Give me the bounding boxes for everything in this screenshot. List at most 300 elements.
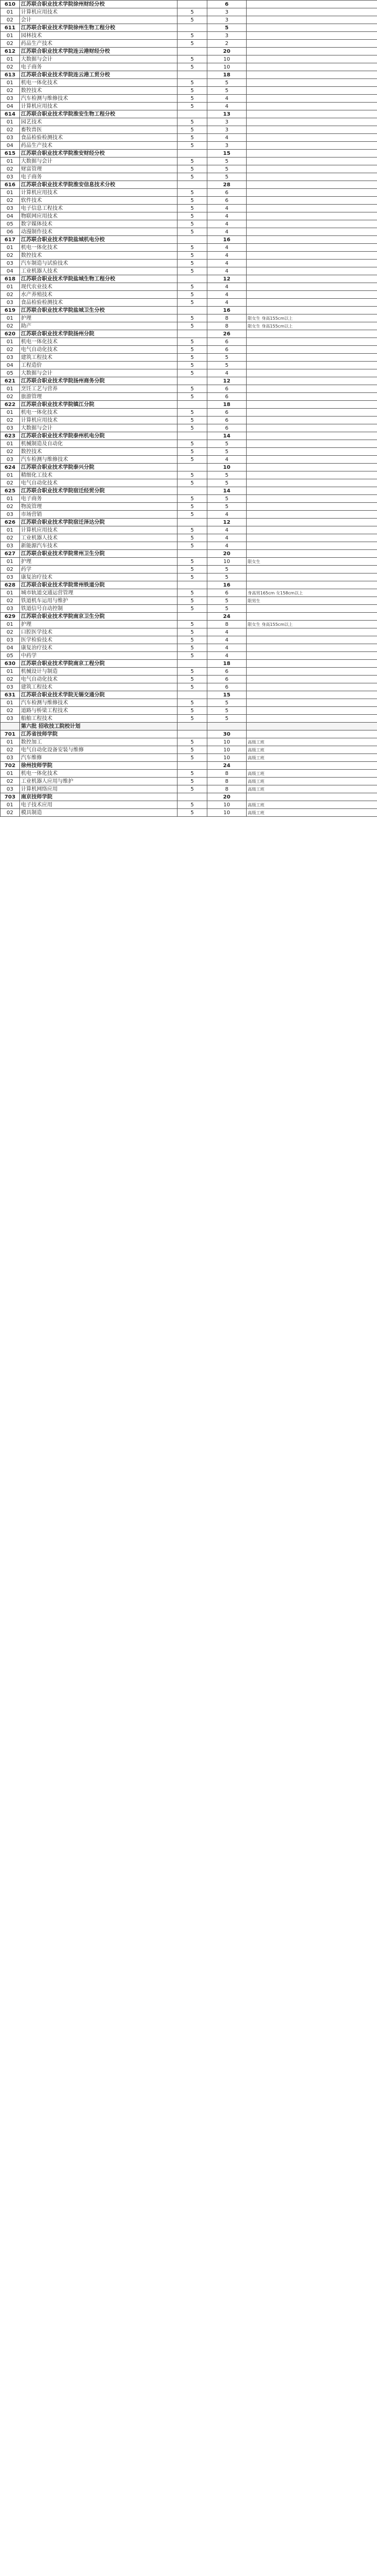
row-code-cell: 629 xyxy=(1,613,20,621)
major-row xyxy=(1,103,377,110)
row-remark-cell xyxy=(247,730,377,738)
major-row xyxy=(1,95,377,103)
row-remark-cell xyxy=(247,495,377,503)
row-name-cell: 护理 xyxy=(20,558,178,566)
row-code-cell xyxy=(1,723,20,730)
row-name-cell: 物联网应用技术 xyxy=(20,212,178,220)
row-name-cell: 机电一体化技术 xyxy=(20,79,178,87)
row-code-cell: 03 xyxy=(1,354,20,362)
row-duration-cell: 5 xyxy=(178,448,207,456)
row-code-cell: 703 xyxy=(1,793,20,801)
row-plan-count-cell: 26 xyxy=(207,330,247,338)
row-remark-cell xyxy=(247,48,377,55)
row-name-cell: 电气自动化技术 xyxy=(20,676,178,683)
row-duration-cell: 5 xyxy=(178,526,207,534)
row-name-cell: 计算机网络应用 xyxy=(20,785,178,793)
row-remark-cell xyxy=(247,613,377,621)
row-plan-count-cell: 6 xyxy=(207,589,247,597)
row-plan-count-cell: 5 xyxy=(207,597,247,605)
row-plan-count-cell: 16 xyxy=(207,581,247,589)
row-duration-cell: 5 xyxy=(178,283,207,291)
row-remark-cell xyxy=(247,189,377,197)
row-plan-count-cell: 8 xyxy=(207,785,247,793)
major-row xyxy=(1,526,377,534)
major-row xyxy=(1,676,377,683)
major-row xyxy=(1,785,377,793)
row-plan-count-cell: 10 xyxy=(207,801,247,809)
row-name-cell: 大数据与会计 xyxy=(20,158,178,165)
row-remark-cell xyxy=(247,260,377,267)
row-remark-cell xyxy=(247,134,377,142)
major-row xyxy=(1,558,377,566)
major-row xyxy=(1,118,377,126)
row-remark-cell: 高级工班 xyxy=(247,738,377,746)
row-name-cell: 数控加工 xyxy=(20,738,178,746)
row-name-cell: 江苏联合职业技术学院南京工程分院 xyxy=(20,660,178,668)
row-code-cell: 701 xyxy=(1,730,20,738)
row-remark-cell xyxy=(247,385,377,393)
row-duration-cell xyxy=(178,723,207,730)
row-name-cell: 机电一体化技术 xyxy=(20,770,178,778)
row-code-cell: 03 xyxy=(1,715,20,723)
row-duration-cell: 5 xyxy=(178,87,207,95)
row-code-cell: 01 xyxy=(1,283,20,291)
school-row xyxy=(1,48,377,55)
row-name-cell: 电子商务 xyxy=(20,63,178,71)
row-plan-count-cell: 4 xyxy=(207,369,247,377)
major-row xyxy=(1,746,377,754)
row-code-cell: 02 xyxy=(1,197,20,205)
row-name-cell: 机电一体化技术 xyxy=(20,409,178,417)
major-row xyxy=(1,205,377,212)
row-duration-cell: 5 xyxy=(178,79,207,87)
row-name-cell: 护理 xyxy=(20,314,178,322)
row-code-cell: 01 xyxy=(1,244,20,252)
row-remark-cell xyxy=(247,691,377,699)
row-plan-count-cell: 3 xyxy=(207,8,247,16)
major-row xyxy=(1,456,377,464)
row-duration-cell: 5 xyxy=(178,385,207,393)
row-plan-count-cell: 5 xyxy=(207,715,247,723)
row-name-cell: 口腔医学技术 xyxy=(20,628,178,636)
row-code-cell: 01 xyxy=(1,189,20,197)
row-duration-cell: 5 xyxy=(178,369,207,377)
row-remark-cell xyxy=(247,652,377,660)
row-name-cell: 江苏联合职业技术学院连云港工贸分校 xyxy=(20,71,178,79)
row-plan-count-cell: 6 xyxy=(207,668,247,676)
row-code-cell: 06 xyxy=(1,228,20,236)
major-row xyxy=(1,244,377,252)
row-plan-count-cell: 4 xyxy=(207,228,247,236)
row-name-cell: 南京技师学院 xyxy=(20,793,178,801)
row-code-cell: 02 xyxy=(1,746,20,754)
row-remark-cell: 高级工班 xyxy=(247,801,377,809)
row-duration-cell xyxy=(178,660,207,668)
row-code-cell: 03 xyxy=(1,754,20,762)
row-code-cell: 01 xyxy=(1,801,20,809)
row-duration-cell: 5 xyxy=(178,542,207,550)
major-row xyxy=(1,338,377,346)
row-name-cell: 水产养殖技术 xyxy=(20,291,178,299)
row-plan-count-cell: 4 xyxy=(207,205,247,212)
major-row xyxy=(1,754,377,762)
row-remark-cell: 高级工班 xyxy=(247,746,377,754)
row-name-cell: 建筑工程技术 xyxy=(20,683,178,691)
row-remark-cell xyxy=(247,236,377,244)
row-remark-cell xyxy=(247,432,377,440)
row-code-cell: 01 xyxy=(1,558,20,566)
row-plan-count-cell: 10 xyxy=(207,464,247,471)
row-plan-count-cell: 6 xyxy=(207,409,247,417)
row-duration-cell xyxy=(178,401,207,409)
school-row xyxy=(1,150,377,158)
row-name-cell: 精细化工技术 xyxy=(20,471,178,479)
row-duration-cell: 5 xyxy=(178,683,207,691)
row-plan-count-cell: 3 xyxy=(207,126,247,134)
row-code-cell: 622 xyxy=(1,401,20,409)
row-plan-count-cell xyxy=(207,723,247,730)
major-row xyxy=(1,79,377,87)
row-duration-cell: 5 xyxy=(178,699,207,707)
row-plan-count-cell: 4 xyxy=(207,95,247,103)
row-plan-count-cell: 10 xyxy=(207,746,247,754)
row-code-cell: 02 xyxy=(1,448,20,456)
row-remark-cell xyxy=(247,1,377,8)
row-duration-cell: 5 xyxy=(178,738,207,746)
row-duration-cell: 5 xyxy=(178,534,207,542)
row-name-cell: 汽车检测与维修技术 xyxy=(20,95,178,103)
row-remark-cell xyxy=(247,424,377,432)
row-duration-cell: 5 xyxy=(178,393,207,401)
row-remark-cell xyxy=(247,354,377,362)
major-row xyxy=(1,778,377,785)
row-name-cell: 汽车检测与维修技术 xyxy=(20,699,178,707)
row-plan-count-cell: 8 xyxy=(207,314,247,322)
row-duration-cell: 5 xyxy=(178,338,207,346)
row-plan-count-cell: 5 xyxy=(207,448,247,456)
row-duration-cell: 5 xyxy=(178,652,207,660)
row-remark-cell xyxy=(247,660,377,668)
major-row xyxy=(1,40,377,48)
row-code-cell: 05 xyxy=(1,369,20,377)
row-plan-count-cell: 6 xyxy=(207,189,247,197)
row-duration-cell: 5 xyxy=(178,103,207,110)
row-remark-cell xyxy=(247,707,377,715)
row-remark-cell xyxy=(247,566,377,573)
major-row xyxy=(1,173,377,181)
major-row xyxy=(1,322,377,330)
row-plan-count-cell: 15 xyxy=(207,691,247,699)
row-duration-cell: 5 xyxy=(178,142,207,150)
row-duration-cell: 5 xyxy=(178,63,207,71)
row-plan-count-cell: 6 xyxy=(207,385,247,393)
row-remark-cell: 身高男165cm 女158cm以上 xyxy=(247,589,377,597)
row-code-cell: 620 xyxy=(1,330,20,338)
row-duration-cell: 5 xyxy=(178,40,207,48)
row-plan-count-cell: 4 xyxy=(207,644,247,652)
row-remark-cell xyxy=(247,126,377,134)
row-code-cell: 631 xyxy=(1,691,20,699)
row-code-cell: 02 xyxy=(1,322,20,330)
school-row xyxy=(1,330,377,338)
row-duration-cell: 5 xyxy=(178,479,207,487)
row-duration-cell: 5 xyxy=(178,291,207,299)
major-row xyxy=(1,628,377,636)
row-code-cell: 02 xyxy=(1,597,20,605)
row-name-cell: 电子商务 xyxy=(20,173,178,181)
row-remark-cell xyxy=(247,723,377,730)
school-row xyxy=(1,181,377,189)
row-plan-count-cell: 6 xyxy=(207,417,247,424)
row-code-cell: 03 xyxy=(1,134,20,142)
row-name-cell: 新能源汽车技术 xyxy=(20,542,178,550)
row-name-cell: 护理 xyxy=(20,621,178,628)
row-plan-count-cell: 24 xyxy=(207,762,247,770)
row-remark-cell xyxy=(247,205,377,212)
major-row xyxy=(1,393,377,401)
row-code-cell: 04 xyxy=(1,644,20,652)
row-remark-cell xyxy=(247,519,377,526)
row-remark-cell xyxy=(247,55,377,63)
row-name-cell: 建筑工程技术 xyxy=(20,354,178,362)
row-name-cell: 食品检验检测技术 xyxy=(20,299,178,307)
row-duration-cell: 5 xyxy=(178,456,207,464)
row-remark-cell xyxy=(247,212,377,220)
row-remark-cell xyxy=(247,668,377,676)
row-duration-cell: 5 xyxy=(178,244,207,252)
row-name-cell: 园林技术 xyxy=(20,32,178,40)
row-remark-cell xyxy=(247,573,377,581)
row-plan-count-cell: 6 xyxy=(207,393,247,401)
row-remark-cell xyxy=(247,330,377,338)
row-remark-cell xyxy=(247,487,377,495)
row-name-cell: 江苏联合职业技术学院盐城生物工程分校 xyxy=(20,275,178,283)
row-remark-cell xyxy=(247,173,377,181)
row-duration-cell xyxy=(178,464,207,471)
row-name-cell: 江苏联合职业技术学院扬州分院 xyxy=(20,330,178,338)
row-plan-count-cell: 10 xyxy=(207,558,247,566)
row-duration-cell: 5 xyxy=(178,252,207,260)
row-remark-cell xyxy=(247,448,377,456)
row-plan-count-cell: 3 xyxy=(207,16,247,24)
row-code-cell: 03 xyxy=(1,573,20,581)
row-plan-count-cell: 4 xyxy=(207,252,247,260)
school-row xyxy=(1,377,377,385)
row-name-cell: 食品检验检测技术 xyxy=(20,134,178,142)
row-name-cell: 铁道信号自动控制 xyxy=(20,605,178,613)
major-row xyxy=(1,424,377,432)
row-name-cell: 徐州技师学院 xyxy=(20,762,178,770)
row-name-cell: 机械制造及自动化 xyxy=(20,440,178,448)
row-plan-count-cell: 6 xyxy=(207,676,247,683)
row-code-cell: 01 xyxy=(1,668,20,676)
row-code-cell: 04 xyxy=(1,103,20,110)
row-plan-count-cell: 16 xyxy=(207,307,247,314)
row-code-cell: 02 xyxy=(1,63,20,71)
major-row xyxy=(1,636,377,644)
row-code-cell: 04 xyxy=(1,267,20,275)
row-plan-count-cell: 4 xyxy=(207,526,247,534)
row-name-cell: 药品生产技术 xyxy=(20,40,178,48)
major-row xyxy=(1,738,377,746)
school-row xyxy=(1,581,377,589)
row-plan-count-cell: 4 xyxy=(207,636,247,644)
row-duration-cell: 5 xyxy=(178,597,207,605)
major-row xyxy=(1,589,377,597)
row-duration-cell xyxy=(178,793,207,801)
major-row xyxy=(1,534,377,542)
row-code-cell: 613 xyxy=(1,71,20,79)
school-row xyxy=(1,307,377,314)
row-duration-cell: 5 xyxy=(178,566,207,573)
row-duration-cell xyxy=(178,150,207,158)
row-remark-cell: 限女生 身高155cm以上 xyxy=(247,621,377,628)
row-name-cell: 电气自动化技术 xyxy=(20,346,178,354)
row-plan-count-cell: 4 xyxy=(207,542,247,550)
row-code-cell: 617 xyxy=(1,236,20,244)
row-name-cell: 大数据与会计 xyxy=(20,55,178,63)
row-code-cell: 01 xyxy=(1,770,20,778)
row-code-cell: 03 xyxy=(1,785,20,793)
row-remark-cell: 限女生 xyxy=(247,558,377,566)
major-row xyxy=(1,212,377,220)
row-name-cell: 汽车维修 xyxy=(20,754,178,762)
row-code-cell: 02 xyxy=(1,126,20,134)
row-duration-cell: 5 xyxy=(178,205,207,212)
row-code-cell: 01 xyxy=(1,589,20,597)
row-duration-cell xyxy=(178,730,207,738)
row-code-cell: 02 xyxy=(1,628,20,636)
row-duration-cell: 5 xyxy=(178,118,207,126)
row-name-cell: 康复治疗技术 xyxy=(20,573,178,581)
row-name-cell: 现代农业技术 xyxy=(20,283,178,291)
row-remark-cell xyxy=(247,40,377,48)
row-name-cell: 模具制造 xyxy=(20,809,178,817)
row-plan-count-cell: 5 xyxy=(207,24,247,32)
major-row xyxy=(1,158,377,165)
major-row xyxy=(1,503,377,511)
school-row xyxy=(1,401,377,409)
row-name-cell: 会计 xyxy=(20,16,178,24)
row-name-cell: 机电一体化技术 xyxy=(20,244,178,252)
major-row xyxy=(1,809,377,817)
row-duration-cell xyxy=(178,613,207,621)
row-code-cell: 02 xyxy=(1,165,20,173)
major-row xyxy=(1,511,377,519)
row-remark-cell xyxy=(247,275,377,283)
row-remark-cell: 高级工班 xyxy=(247,785,377,793)
school-row xyxy=(1,519,377,526)
row-remark-cell xyxy=(247,762,377,770)
school-row xyxy=(1,660,377,668)
major-row xyxy=(1,283,377,291)
row-plan-count-cell: 10 xyxy=(207,63,247,71)
row-code-cell: 03 xyxy=(1,299,20,307)
row-code-cell: 03 xyxy=(1,636,20,644)
major-row xyxy=(1,220,377,228)
row-name-cell: 江苏联合职业技术学院泰州机电分院 xyxy=(20,432,178,440)
row-duration-cell xyxy=(178,71,207,79)
row-plan-count-cell: 4 xyxy=(207,299,247,307)
row-remark-cell xyxy=(247,699,377,707)
row-code-cell: 04 xyxy=(1,362,20,369)
row-remark-cell xyxy=(247,683,377,691)
row-remark-cell xyxy=(247,605,377,613)
row-duration-cell: 5 xyxy=(178,8,207,16)
school-row xyxy=(1,730,377,738)
row-remark-cell xyxy=(247,158,377,165)
major-row xyxy=(1,260,377,267)
row-plan-count-cell: 4 xyxy=(207,456,247,464)
row-code-cell: 623 xyxy=(1,432,20,440)
row-code-cell: 628 xyxy=(1,581,20,589)
row-remark-cell xyxy=(247,142,377,150)
row-plan-count-cell: 5 xyxy=(207,165,247,173)
row-code-cell: 616 xyxy=(1,181,20,189)
row-plan-count-cell: 8 xyxy=(207,322,247,330)
row-plan-count-cell: 10 xyxy=(207,55,247,63)
row-plan-count-cell: 10 xyxy=(207,809,247,817)
row-plan-count-cell: 24 xyxy=(207,613,247,621)
row-plan-count-cell: 4 xyxy=(207,652,247,660)
row-duration-cell: 5 xyxy=(178,778,207,785)
row-remark-cell xyxy=(247,8,377,16)
major-row xyxy=(1,252,377,260)
row-plan-count-cell: 6 xyxy=(207,338,247,346)
major-row xyxy=(1,479,377,487)
row-duration-cell: 5 xyxy=(178,362,207,369)
row-remark-cell xyxy=(247,32,377,40)
row-name-cell: 江苏联合职业技术学院淮安信息技术分校 xyxy=(20,181,178,189)
row-plan-count-cell: 18 xyxy=(207,401,247,409)
row-remark-cell xyxy=(247,150,377,158)
row-remark-cell xyxy=(247,636,377,644)
row-duration-cell xyxy=(178,110,207,118)
row-remark-cell xyxy=(247,369,377,377)
major-row xyxy=(1,471,377,479)
row-plan-count-cell: 14 xyxy=(207,487,247,495)
row-duration-cell: 5 xyxy=(178,322,207,330)
row-name-cell: 工业机器人技术 xyxy=(20,267,178,275)
row-name-cell: 江苏联合职业技术学院无锡交通分院 xyxy=(20,691,178,699)
major-row xyxy=(1,644,377,652)
row-remark-cell: 限男生 xyxy=(247,597,377,605)
row-duration-cell: 5 xyxy=(178,267,207,275)
row-code-cell: 01 xyxy=(1,495,20,503)
row-name-cell: 江苏联合职业技术学院连云港财经分校 xyxy=(20,48,178,55)
row-plan-count-cell: 4 xyxy=(207,534,247,542)
row-plan-count-cell: 8 xyxy=(207,778,247,785)
row-code-cell: 02 xyxy=(1,346,20,354)
major-row xyxy=(1,346,377,354)
row-plan-count-cell: 30 xyxy=(207,730,247,738)
row-name-cell: 计算机应用技术 xyxy=(20,103,178,110)
row-code-cell: 01 xyxy=(1,385,20,393)
row-name-cell: 计算机应用技术 xyxy=(20,189,178,197)
row-code-cell: 04 xyxy=(1,212,20,220)
major-row xyxy=(1,32,377,40)
row-duration-cell: 5 xyxy=(178,809,207,817)
major-row xyxy=(1,440,377,448)
major-row xyxy=(1,621,377,628)
row-remark-cell xyxy=(247,63,377,71)
row-code-cell: 03 xyxy=(1,424,20,432)
major-row xyxy=(1,448,377,456)
row-plan-count-cell: 8 xyxy=(207,770,247,778)
row-remark-cell xyxy=(247,110,377,118)
row-duration-cell: 5 xyxy=(178,707,207,715)
school-row xyxy=(1,762,377,770)
